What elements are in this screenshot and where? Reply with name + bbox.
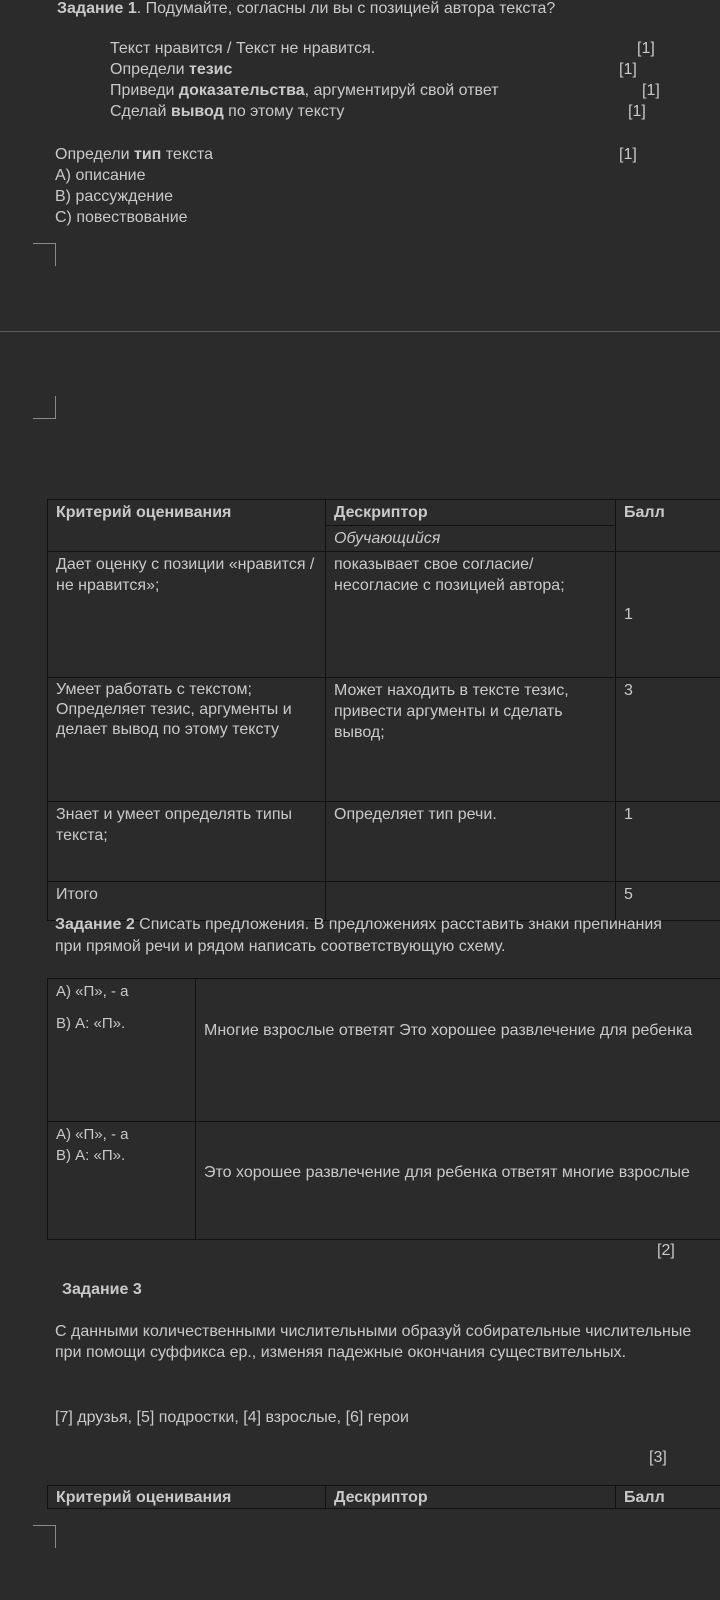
task1-item-1-score: [1] (637, 40, 655, 57)
task1-item-2-score: [1] (619, 61, 637, 78)
scheme-option-a: A) «П», - а (56, 1126, 129, 1143)
question-bold: тип (133, 146, 162, 163)
task2-score: [2] (657, 1242, 675, 1259)
header-descriptor: Дескриптор (326, 1486, 616, 1509)
scheme-options-cell (48, 1122, 196, 1240)
item-text: Текст нравится / Текст не нравится. (110, 40, 376, 57)
task1-item-4 (110, 103, 344, 121)
criterion-cell: Умеет работать с текстом; Определяет тезис, аргументы и делает вывод по этому тексту (48, 678, 326, 802)
item-text: Сделай (110, 103, 171, 120)
task1-type-question (55, 146, 213, 164)
item-text: по этому тексту (223, 103, 345, 120)
task1-item-4-score: [1] (628, 103, 646, 120)
descriptor-cell: показывает свое согласие/несогласие с позицией автора; (326, 552, 616, 678)
descriptor-cell: Может находить в тексте тезис, привести аргументы и сделать вывод; (326, 678, 616, 802)
scheme-option-b: B) А: «П». (56, 1147, 126, 1164)
item-bold: доказательства (178, 82, 305, 99)
total-descriptor-cell (326, 882, 616, 921)
task1-item-3-score: [1] (642, 82, 660, 99)
task1-header-text: . Подумайте, согласны ли вы с позицией автора текста? (136, 0, 556, 17)
page-corner-mark (33, 243, 56, 266)
scheme-options-cell (48, 979, 196, 1122)
header-score: Балл (616, 500, 720, 552)
question-text: текста (161, 146, 214, 163)
criteria-table-1 (47, 499, 720, 921)
item-bold: тезис (188, 61, 233, 78)
option-b: B) рассуждение (55, 188, 174, 205)
task2-header-line2: при прямой речи и рядом написать соответствующую схему. (55, 938, 506, 955)
task3-text: С данными количественными числительными образуй собирательные числительные при помощи суффикса ер., изменяя падежные окончания существительных. (55, 1323, 692, 1361)
score-cell: 3 (616, 678, 720, 802)
table-row (48, 1122, 720, 1240)
scheme-option-b: B) А: «П». (56, 1015, 126, 1032)
task2-header-bold: Задание 2 (55, 916, 135, 933)
task3-title: Задание 3 (62, 1281, 142, 1298)
page-corner-mark (33, 1525, 56, 1548)
task3-words: [7] друзья, [5] подростки, [4] взрослые, [6] герои (55, 1409, 409, 1426)
task1-item-2 (110, 61, 232, 79)
header-criterion: Критерий оценивания (48, 500, 326, 552)
criteria-table-2 (47, 1485, 720, 1509)
task1-header-bold: Задание 1 (57, 0, 137, 17)
table-row (48, 979, 720, 1122)
score-cell: 1 (616, 552, 720, 678)
task1-header (57, 0, 555, 18)
subheader-student: Обучающийся (326, 526, 616, 552)
table-row (48, 552, 720, 678)
table-row-total (48, 882, 720, 921)
criterion-cell: Знает и умеет определять типы текста; (48, 802, 326, 882)
total-score-cell: 5 (616, 882, 720, 921)
score-cell: 1 (616, 802, 720, 882)
task1-item-3 (110, 82, 499, 100)
total-label-cell: Итого (48, 882, 326, 921)
sentence-cell: Многие взрослые ответят Это хорошее развлечение для ребенка (196, 979, 720, 1122)
item-text: Определи (110, 61, 189, 78)
task2-table (47, 978, 720, 1240)
page-corner-mark (33, 396, 56, 419)
task1-item-1 (110, 40, 375, 58)
header-descriptor: Дескриптор (326, 500, 616, 526)
criterion-cell: Дает оценку с позиции «нравится /не нравится»; (48, 552, 326, 678)
option-a: A) описание (55, 167, 146, 184)
task2-header-text: Списать предложения. В предложениях расставить знаки препинания (134, 916, 662, 933)
question-text: Определи (55, 146, 134, 163)
header-criterion: Критерий оценивания (48, 1486, 326, 1509)
task1-type-score: [1] (619, 146, 637, 163)
table-row (48, 678, 720, 802)
descriptor-cell: Определяет тип речи. (326, 802, 616, 882)
item-text: Приведи (110, 82, 179, 99)
page-separator (0, 331, 720, 332)
item-bold: вывод (170, 103, 224, 120)
table-row (48, 802, 720, 882)
item-text: , аргументируй свой ответ (304, 82, 499, 99)
sentence-cell: Это хорошее развлечение для ребенка ответят многие взрослые (196, 1122, 720, 1240)
header-score: Балл (616, 1486, 720, 1509)
scheme-option-a: A) «П», - а (56, 983, 129, 1000)
option-c: C) повествование (55, 209, 188, 226)
task3-score: [3] (649, 1449, 667, 1466)
task2-header-line1 (55, 916, 720, 934)
